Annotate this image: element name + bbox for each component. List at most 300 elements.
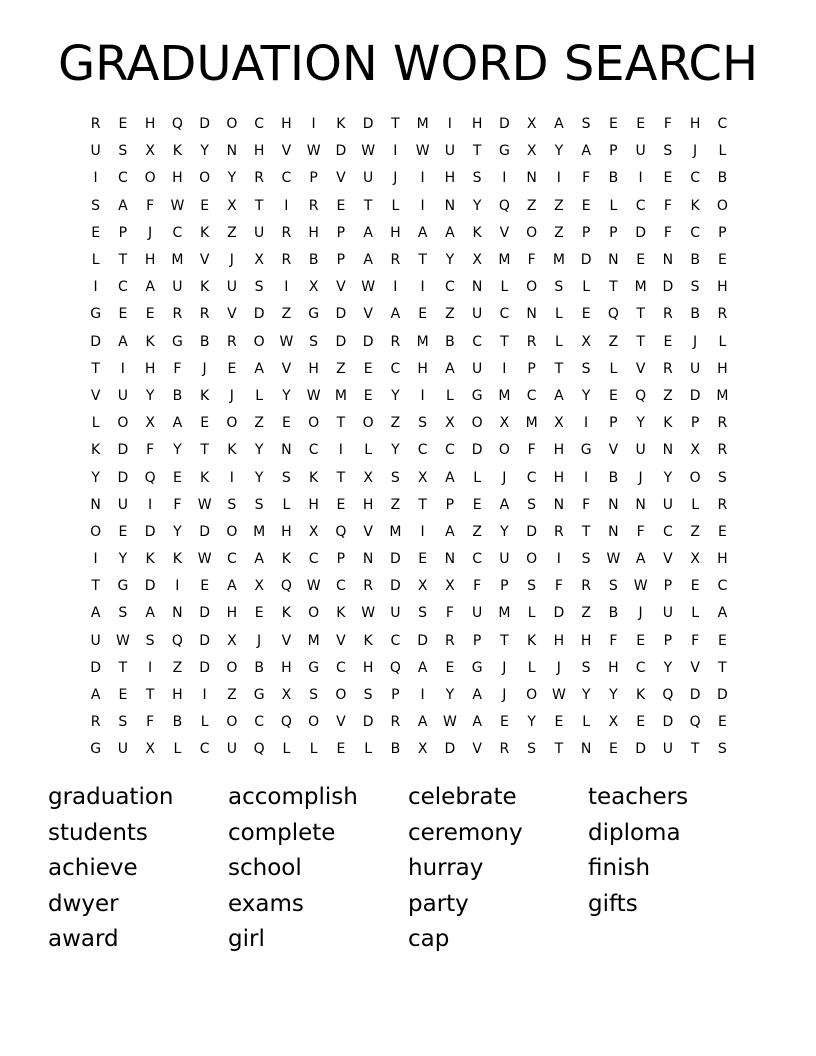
grid-letter: Y bbox=[636, 415, 645, 432]
grid-letter: Z bbox=[608, 333, 619, 350]
grid-letter: R bbox=[199, 306, 210, 323]
grid-letter: R bbox=[390, 714, 401, 731]
grid-letter: H bbox=[172, 687, 183, 704]
grid-letter: E bbox=[581, 306, 591, 323]
grid-letter: T bbox=[636, 333, 645, 350]
grid-row bbox=[82, 492, 736, 519]
grid-letter: I bbox=[584, 469, 589, 486]
grid-letter: E bbox=[636, 714, 646, 731]
grid-letter: C bbox=[308, 442, 319, 459]
grid-letter: K bbox=[636, 687, 646, 704]
grid-letter: H bbox=[717, 279, 728, 296]
grid-letter: S bbox=[363, 687, 373, 704]
word-column bbox=[228, 780, 408, 958]
grid-letter: R bbox=[445, 632, 455, 649]
grid-letter: L bbox=[309, 741, 318, 758]
grid-letter: I bbox=[420, 197, 425, 214]
grid-letter: R bbox=[717, 306, 728, 323]
grid-letter: B bbox=[308, 252, 319, 269]
grid-letter: P bbox=[690, 415, 700, 432]
grid-letter: I bbox=[120, 360, 125, 377]
grid-letter: M bbox=[498, 605, 511, 622]
grid-letter: D bbox=[389, 551, 401, 568]
grid-letter: J bbox=[257, 632, 262, 649]
grid-letter: A bbox=[145, 279, 155, 296]
grid-letter: D bbox=[662, 279, 674, 296]
grid-letter: C bbox=[499, 306, 510, 323]
grid-letter: Q bbox=[335, 523, 347, 540]
grid-letter: X bbox=[227, 197, 237, 214]
grid-letter: L bbox=[691, 605, 700, 622]
grid-letter: V bbox=[690, 659, 700, 676]
grid-letter: H bbox=[144, 252, 156, 269]
grid-letter: X bbox=[254, 252, 264, 269]
grid-letter: V bbox=[635, 360, 646, 377]
grid-letter: C bbox=[390, 632, 401, 649]
grid-letter: Z bbox=[254, 415, 264, 432]
grid-row bbox=[82, 437, 736, 464]
grid-letter: Q bbox=[280, 714, 292, 731]
grid-letter: A bbox=[254, 360, 264, 377]
grid-letter: A bbox=[445, 469, 455, 486]
grid-letter: I bbox=[556, 170, 561, 187]
word-list-item: finish bbox=[588, 855, 651, 882]
grid-letter: B bbox=[172, 387, 183, 404]
grid-row bbox=[82, 165, 736, 192]
word-list-item: teachers bbox=[588, 784, 689, 810]
grid-letter: U bbox=[90, 632, 101, 649]
grid-letter: E bbox=[445, 659, 455, 676]
grid-letter: R bbox=[390, 333, 401, 350]
grid-letter: L bbox=[527, 659, 536, 676]
grid-letter: I bbox=[148, 496, 153, 513]
grid-letter: C bbox=[117, 170, 128, 187]
grid-letter: O bbox=[716, 197, 728, 214]
grid-letter: S bbox=[254, 279, 264, 296]
grid-letter: D bbox=[444, 741, 456, 758]
grid-letter: K bbox=[663, 415, 673, 432]
grid-letter: T bbox=[336, 415, 346, 432]
grid-letter: Y bbox=[391, 442, 400, 459]
word-list-item: celebrate bbox=[408, 784, 517, 810]
grid-letter: E bbox=[418, 551, 428, 568]
grid-letter: D bbox=[389, 578, 401, 595]
grid-letter: Y bbox=[282, 387, 291, 404]
grid-letter: F bbox=[554, 578, 563, 595]
word-list-item: exams bbox=[228, 890, 304, 917]
grid-letter: B bbox=[608, 469, 619, 486]
grid-letter: I bbox=[229, 469, 234, 486]
grid-letter: R bbox=[717, 442, 728, 459]
grid-letter: S bbox=[227, 496, 237, 513]
grid-letter: O bbox=[689, 469, 701, 486]
grid-letter: X bbox=[363, 469, 373, 486]
grid-letter: F bbox=[691, 632, 700, 649]
grid-letter: S bbox=[254, 496, 264, 513]
grid-letter: V bbox=[363, 523, 373, 540]
grid-letter: Z bbox=[663, 387, 673, 404]
grid-letter: O bbox=[253, 333, 265, 350]
grid-letter: Y bbox=[173, 442, 182, 459]
grid-letter: V bbox=[281, 143, 292, 160]
grid-letter: N bbox=[444, 551, 456, 568]
grid-letter: S bbox=[608, 578, 618, 595]
grid-letter: Z bbox=[336, 360, 346, 377]
grid-letter: D bbox=[253, 306, 265, 323]
grid-letter: R bbox=[281, 252, 292, 269]
grid-letter: H bbox=[553, 442, 565, 459]
grid-letter: Q bbox=[635, 387, 647, 404]
grid-letter: E bbox=[636, 632, 646, 649]
grid-letter: Z bbox=[227, 687, 237, 704]
grid-letter: N bbox=[281, 442, 292, 459]
grid-letter: C bbox=[690, 170, 701, 187]
grid-letter: E bbox=[118, 306, 128, 323]
grid-letter: Z bbox=[581, 605, 591, 622]
grid-letter: V bbox=[199, 252, 210, 269]
grid-letter: C bbox=[281, 170, 292, 187]
grid-letter: C bbox=[662, 523, 673, 540]
grid-letter: G bbox=[253, 687, 265, 704]
grid-letter: Y bbox=[227, 170, 237, 187]
word-column bbox=[588, 780, 768, 958]
grid-letter: W bbox=[606, 551, 621, 568]
grid-letter: U bbox=[117, 496, 128, 513]
grid-letter: C bbox=[254, 116, 265, 133]
grid-letter: R bbox=[717, 415, 728, 432]
grid-letter: Y bbox=[663, 469, 673, 486]
word-list-item: achieve bbox=[48, 855, 138, 882]
grid-letter: H bbox=[172, 170, 183, 187]
grid-letter: E bbox=[91, 224, 101, 241]
grid-letter: Y bbox=[500, 523, 509, 540]
grid-letter: O bbox=[362, 415, 374, 432]
grid-letter: O bbox=[226, 523, 238, 540]
grid-letter: D bbox=[199, 659, 211, 676]
grid-letter: U bbox=[635, 143, 646, 160]
grid-letter: A bbox=[118, 197, 128, 214]
grid-letter: O bbox=[226, 659, 238, 676]
grid-letter: J bbox=[502, 659, 507, 676]
grid-letter: W bbox=[306, 143, 321, 160]
grid-letter: B bbox=[254, 659, 264, 676]
grid-letter: L bbox=[582, 279, 591, 296]
word-list-item: school bbox=[228, 855, 302, 882]
grid-letter: V bbox=[336, 279, 346, 296]
grid-letter: C bbox=[444, 279, 455, 296]
grid-letter: E bbox=[200, 415, 210, 432]
grid-letter: R bbox=[90, 714, 101, 731]
grid-letter: F bbox=[527, 252, 536, 269]
grid-letter: X bbox=[227, 632, 237, 649]
grid-letter: A bbox=[445, 523, 455, 540]
grid-letter: X bbox=[608, 714, 619, 731]
grid-letter: E bbox=[118, 116, 128, 133]
grid-letter: S bbox=[581, 116, 591, 133]
grid-letter: P bbox=[581, 224, 591, 241]
grid-letter: B bbox=[199, 333, 210, 350]
grid-letter: C bbox=[308, 551, 319, 568]
grid-letter: Y bbox=[91, 469, 100, 486]
grid-letter: Y bbox=[663, 659, 673, 676]
grid-letter: L bbox=[718, 143, 727, 160]
grid-letter: S bbox=[527, 496, 537, 513]
grid-row bbox=[82, 138, 736, 165]
grid-letter: H bbox=[253, 143, 265, 160]
grid-letter: L bbox=[255, 387, 264, 404]
grid-letter: F bbox=[173, 360, 182, 377]
grid-letter: Z bbox=[172, 659, 183, 676]
grid-letter: E bbox=[363, 387, 373, 404]
grid-letter: A bbox=[445, 224, 455, 241]
grid-letter: W bbox=[170, 197, 185, 214]
grid-letter: C bbox=[172, 224, 183, 241]
grid-letter: S bbox=[581, 360, 591, 377]
grid-letter: Z bbox=[445, 306, 455, 323]
grid-letter: D bbox=[635, 741, 647, 758]
grid-letter: E bbox=[717, 714, 727, 731]
grid-letter: R bbox=[308, 197, 319, 214]
grid-letter: I bbox=[420, 170, 425, 187]
grid-letter: D bbox=[90, 659, 102, 676]
grid-letter: Y bbox=[472, 197, 482, 214]
grid-letter: U bbox=[363, 170, 374, 187]
grid-letter: D bbox=[689, 387, 701, 404]
grid-letter: U bbox=[690, 360, 701, 377]
grid-letter: S bbox=[309, 333, 319, 350]
grid-letter: L bbox=[691, 496, 700, 513]
grid-letter: M bbox=[416, 333, 429, 350]
grid-letter: R bbox=[581, 578, 591, 595]
word-list-item: diploma bbox=[588, 819, 681, 846]
grid-row bbox=[82, 628, 736, 655]
grid-row bbox=[82, 519, 736, 546]
grid-letter: L bbox=[609, 197, 618, 214]
grid-letter: N bbox=[608, 496, 619, 513]
grid-letter: G bbox=[580, 442, 592, 459]
grid-letter: O bbox=[526, 551, 538, 568]
grid-letter: E bbox=[200, 578, 210, 595]
grid-letter: C bbox=[690, 224, 701, 241]
grid-letter: Q bbox=[498, 197, 510, 214]
grid-letter: C bbox=[526, 387, 537, 404]
grid-letter: K bbox=[200, 469, 210, 486]
grid-letter: Q bbox=[171, 632, 183, 649]
grid-letter: O bbox=[144, 170, 156, 187]
grid-letter: S bbox=[145, 632, 155, 649]
grid-letter: R bbox=[663, 306, 673, 323]
grid-letter: E bbox=[336, 197, 346, 214]
grid-letter: N bbox=[362, 551, 374, 568]
grid-letter: C bbox=[199, 741, 210, 758]
grid-letter: G bbox=[498, 143, 510, 160]
grid-letter: H bbox=[362, 496, 374, 513]
grid-letter: N bbox=[662, 252, 674, 269]
grid-letter: L bbox=[200, 714, 209, 731]
grid-letter: W bbox=[115, 632, 130, 649]
grid-letter: H bbox=[417, 360, 428, 377]
grid-letter: F bbox=[445, 605, 454, 622]
grid-letter: X bbox=[145, 415, 155, 432]
grid-letter: F bbox=[173, 496, 182, 513]
grid-letter: A bbox=[417, 714, 428, 731]
grid-letter: N bbox=[526, 170, 537, 187]
grid-letter: B bbox=[690, 252, 700, 269]
grid-letter: P bbox=[336, 252, 346, 269]
word-list-item: complete bbox=[228, 819, 336, 846]
grid-letter: X bbox=[526, 143, 537, 160]
grid-row bbox=[82, 464, 736, 491]
word-list-item: hurray bbox=[408, 855, 484, 882]
grid-letter: U bbox=[444, 143, 455, 160]
grid-letter: A bbox=[90, 605, 101, 622]
grid-letter: V bbox=[336, 170, 346, 187]
grid-row bbox=[82, 111, 736, 138]
grid-letter: F bbox=[146, 714, 155, 731]
grid-letter: Y bbox=[554, 143, 564, 160]
grid-letter: U bbox=[662, 741, 673, 758]
grid-letter: M bbox=[525, 415, 538, 432]
grid-letter: T bbox=[91, 360, 100, 377]
grid-letter: J bbox=[693, 143, 698, 160]
grid-letter: F bbox=[663, 197, 672, 214]
grid-letter: P bbox=[663, 578, 673, 595]
grid-letter: R bbox=[227, 333, 237, 350]
grid-letter: I bbox=[556, 551, 561, 568]
grid-letter: P bbox=[309, 170, 318, 187]
grid-letter: L bbox=[282, 741, 291, 758]
grid-letter: Q bbox=[689, 714, 701, 731]
grid-letter: S bbox=[418, 605, 428, 622]
grid-letter: R bbox=[172, 306, 183, 323]
grid-letter: Z bbox=[554, 224, 564, 241]
grid-letter: A bbox=[445, 360, 455, 377]
grid-letter: X bbox=[690, 551, 700, 568]
grid-row bbox=[82, 383, 736, 410]
grid-letter: V bbox=[663, 551, 673, 568]
grid-letter: M bbox=[634, 279, 647, 296]
grid-letter: Y bbox=[391, 387, 400, 404]
grid-letter: I bbox=[393, 143, 398, 160]
grid-letter: G bbox=[171, 333, 183, 350]
grid-letter: E bbox=[690, 578, 700, 595]
grid-letter: D bbox=[90, 333, 102, 350]
grid-letter: W bbox=[442, 714, 457, 731]
grid-letter: S bbox=[118, 714, 128, 731]
grid-letter: K bbox=[281, 605, 291, 622]
grid-letter: V bbox=[499, 224, 510, 241]
grid-letter: P bbox=[500, 578, 509, 595]
grid-row bbox=[82, 193, 736, 220]
grid-letter: M bbox=[253, 523, 266, 540]
word-list-item: party bbox=[408, 890, 469, 917]
page-title: GRADUATION WORD SEARCH bbox=[57, 36, 759, 92]
grid-letter: K bbox=[227, 442, 237, 459]
grid-letter: S bbox=[663, 143, 673, 160]
grid-letter: P bbox=[336, 551, 346, 568]
grid-letter: W bbox=[361, 143, 376, 160]
grid-letter: U bbox=[472, 605, 483, 622]
grid-letter: F bbox=[146, 442, 155, 459]
grid-letter: E bbox=[254, 605, 264, 622]
grid-letter: D bbox=[199, 605, 211, 622]
grid-letter: L bbox=[173, 741, 182, 758]
grid-letter: E bbox=[336, 741, 346, 758]
grid-letter: A bbox=[90, 687, 101, 704]
grid-letter: C bbox=[226, 551, 237, 568]
grid-letter: O bbox=[526, 224, 538, 241]
grid-letter: C bbox=[635, 659, 646, 676]
grid-letter: S bbox=[717, 469, 727, 486]
word-column bbox=[48, 780, 228, 958]
grid-letter: D bbox=[335, 143, 347, 160]
grid-letter: R bbox=[554, 523, 564, 540]
grid-letter: C bbox=[335, 659, 346, 676]
grid-letter: V bbox=[472, 741, 482, 758]
grid-letter: A bbox=[499, 496, 510, 513]
grid-letter: Z bbox=[472, 523, 482, 540]
grid-letter: M bbox=[552, 252, 565, 269]
grid-row bbox=[82, 356, 736, 383]
grid-letter: F bbox=[609, 632, 618, 649]
grid-letter: L bbox=[554, 333, 563, 350]
grid-letter: A bbox=[227, 578, 237, 595]
grid-letter: B bbox=[390, 741, 401, 758]
grid-row bbox=[82, 655, 736, 682]
grid-letter: J bbox=[393, 170, 398, 187]
grid-letter: D bbox=[335, 306, 347, 323]
grid-letter: T bbox=[636, 306, 645, 323]
grid-letter: E bbox=[717, 252, 727, 269]
grid-letter: D bbox=[362, 333, 374, 350]
grid-letter: E bbox=[663, 170, 673, 187]
grid-letter: B bbox=[608, 605, 619, 622]
grid-letter: I bbox=[311, 116, 316, 133]
grid-letter: D bbox=[662, 714, 674, 731]
grid-letter: D bbox=[716, 687, 728, 704]
grid-letter: L bbox=[582, 714, 591, 731]
grid-letter: D bbox=[199, 523, 211, 540]
grid-row bbox=[82, 682, 736, 709]
grid-letter: E bbox=[336, 496, 346, 513]
grid-letter: E bbox=[581, 197, 591, 214]
grid-letter: A bbox=[417, 659, 428, 676]
grid-letter: X bbox=[308, 523, 319, 540]
grid-letter: Z bbox=[281, 306, 292, 323]
grid-letter: E bbox=[145, 306, 155, 323]
grid-letter: N bbox=[172, 605, 183, 622]
grid-letter: I bbox=[502, 170, 507, 187]
grid-letter: K bbox=[281, 551, 291, 568]
grid-letter: N bbox=[553, 496, 565, 513]
grid-row bbox=[82, 410, 736, 437]
grid-letter: D bbox=[498, 116, 510, 133]
grid-letter: C bbox=[390, 360, 401, 377]
grid-letter: W bbox=[551, 687, 566, 704]
grid-letter: L bbox=[473, 469, 482, 486]
grid-letter: H bbox=[281, 116, 292, 133]
grid-letter: N bbox=[608, 523, 619, 540]
grid-letter: E bbox=[608, 116, 618, 133]
grid-row bbox=[82, 274, 736, 301]
grid-letter: I bbox=[584, 415, 589, 432]
grid-letter: X bbox=[526, 116, 537, 133]
grid-letter: V bbox=[363, 306, 373, 323]
grid-letter: X bbox=[417, 578, 428, 595]
word-list-item: accomplish bbox=[228, 784, 358, 810]
grid-letter: A bbox=[417, 224, 428, 241]
grid-letter: R bbox=[526, 333, 537, 350]
